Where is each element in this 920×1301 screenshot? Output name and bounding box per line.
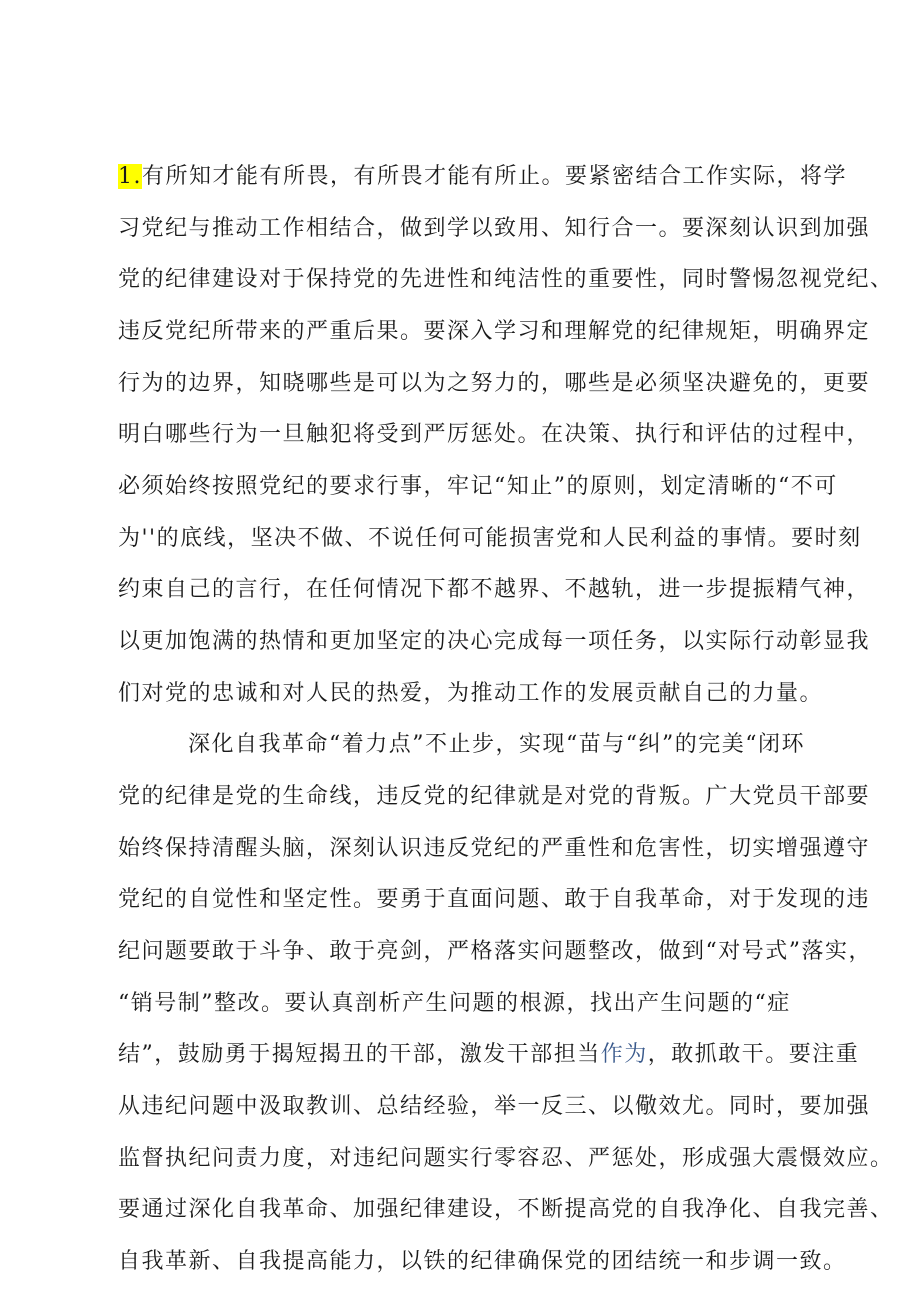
paragraph-line: 党的纪律是党的生命线，违反党的纪律就是对党的背叛。广大党员干部要 xyxy=(118,784,871,809)
paragraph-line: 明白哪些行为一旦触犯将受到严厉惩处。在决策、执行和评估的过程中， xyxy=(118,422,871,447)
list-marker: 1. xyxy=(118,164,142,189)
paragraph-line: 要通过深化自我革命、加强纪律建设，不断提高党的自我净化、自我完善、 xyxy=(118,1197,894,1222)
paragraph-line: “销号制”整改。要认真剖析产生问题的根源，找出产生问题的“症 xyxy=(118,991,791,1016)
paragraph-line: 们对党的忠诚和对人民的热爱，为推动工作的发展贡献自己的力量。 xyxy=(118,681,824,706)
highlighted-word: 作为 xyxy=(600,1042,648,1067)
paragraph-line: 必须始终按照党纪的要求行事，牢记“知止”的原则，划定清晰的“不可 xyxy=(118,474,838,499)
paragraph-line: 违反党纪所带来的严重后果。要深入学习和理解党的纪律规矩，明确界定 xyxy=(118,319,871,344)
paragraph-line: 约束自己的言行，在任何情况下都不越界、不越轨，进一步提振精气神， xyxy=(118,577,871,602)
paragraph-line: 党纪的自觉性和坚定性。要勇于直面问题、敢于自我革命，对于发现的违 xyxy=(118,887,871,912)
paragraph-line: 始终保持清醒头脑，深刻认识违反党纪的严重性和危害性，切实增强遵守 xyxy=(118,836,871,861)
paragraph-line: 1.有所知才能有所畏，有所畏才能有所止。要紧密结合工作实际，将学 xyxy=(118,164,848,189)
paragraph-line: 党的纪律建设对于保持党的先进性和纯洁性的重要性，同时警惕忽视党纪、 xyxy=(118,267,894,292)
paragraph-line: 习党纪与推动工作相结合，做到学以致用、知行合一。要深刻认识到加强 xyxy=(118,216,871,241)
paragraph-line: 结”，鼓励勇于揭短揭丑的干部，激发干部担当作为，敢抓敢干。要注重 xyxy=(118,1042,860,1067)
paragraph-line: 为''的底线，坚决不做、不说任何可能损害党和人民利益的事情。要时刻 xyxy=(118,526,862,551)
paragraph-line: 以更加饱满的热情和更加坚定的决心完成每一项任务，以实际行动彰显我 xyxy=(118,629,871,654)
section-heading: 深化自我革命“着力点”不止步，实现“苗与“纠”的完美“闭环 xyxy=(188,732,805,757)
paragraph-line: 监督执纪问责力度，对违纪问题实行零容忍、严惩处，形成强大震慑效应。 xyxy=(118,1146,894,1171)
paragraph-line: 自我革新、自我提高能力，以铁的纪律确保党的团结统一和步调一致。 xyxy=(118,1249,847,1274)
paragraph-line: 从违纪问题中汲取教训、总结经验，举一反三、以儆效尤。同时，要加强 xyxy=(118,1094,871,1119)
paragraph-line: 纪问题要敢于斗争、敢于亮剑，严格落实问题整改，做到“对号式”落实， xyxy=(118,939,872,964)
paragraph-line: 行为的边界，知晓哪些是可以为之努力的，哪些是必须坚决避免的，更要 xyxy=(118,371,871,396)
